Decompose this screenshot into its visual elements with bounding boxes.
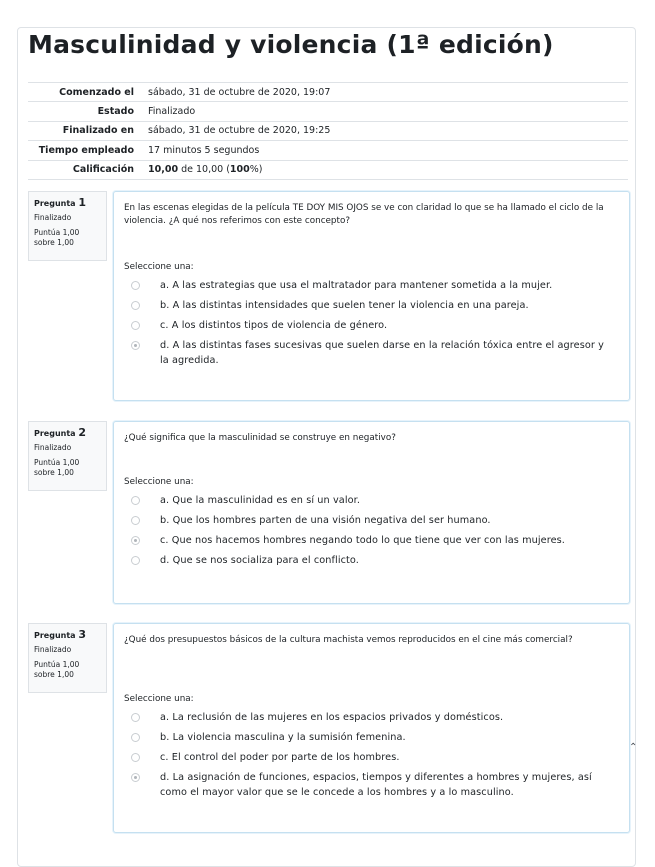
question-text: ¿Qué significa que la masculinidad se construye en negativo? xyxy=(124,433,396,443)
grade-score: 10,00 xyxy=(148,164,179,176)
option-text: b. La violencia masculina y la sumisión femenina. xyxy=(160,732,406,744)
attempt-summary-table xyxy=(28,82,628,180)
question-text: En las escenas elegidas de la película TE DOY MIS OJOS se ve con claridad lo que se ha llamado el ciclo de la violencia. ¿A qué nos referimos con este concepto? xyxy=(124,203,604,227)
summary-row-started xyxy=(28,83,628,102)
question-content-2 xyxy=(113,421,630,604)
grade-value xyxy=(144,160,628,179)
answer-option[interactable] xyxy=(124,730,614,745)
question-state: Finalizado xyxy=(34,644,72,654)
answer-option[interactable] xyxy=(124,710,614,725)
option-text: a. A las estrategias que usa el maltratador para mantener sometida a la mujer. xyxy=(160,280,553,291)
answer-option[interactable] xyxy=(124,770,614,800)
answer-option[interactable] xyxy=(124,278,614,293)
answer-prompt: Seleccione una: xyxy=(124,262,194,272)
question-number: 1 xyxy=(78,196,87,209)
answer-option[interactable] xyxy=(124,338,614,368)
answer-options xyxy=(124,278,614,373)
radio-button-selected[interactable] xyxy=(131,536,140,545)
question-info-3 xyxy=(28,623,107,693)
question-state: Finalizado xyxy=(34,212,72,222)
radio-button[interactable] xyxy=(131,496,140,505)
answer-option[interactable] xyxy=(124,513,614,528)
option-text: c. Que nos hacemos hombres negando todo lo que tiene que ver con las mujeres. xyxy=(160,535,565,547)
answer-prompt: Seleccione una: xyxy=(124,694,194,704)
option-text: d. Que se nos socializa para el conflicto. xyxy=(160,555,359,567)
option-text: c. El control del poder por parte de los hombres. xyxy=(160,752,400,764)
radio-button[interactable] xyxy=(131,713,140,722)
grade-percent: 100 xyxy=(229,164,250,176)
option-text: c. A los distintos tipos de violencia de género. xyxy=(160,320,388,332)
question-score: Puntúa 1,00 xyxy=(34,227,80,237)
question-max: sobre 1,00 xyxy=(34,238,74,248)
question-content-3 xyxy=(113,623,630,833)
question-score: Puntúa 1,00 xyxy=(34,659,80,669)
answer-option[interactable] xyxy=(124,553,614,568)
quiz-review-page xyxy=(17,27,636,867)
summary-value: Finalizado xyxy=(144,102,628,121)
option-text: a. Que la masculinidad es en sí un valor. xyxy=(160,495,361,506)
question-score: Puntúa 1,00 xyxy=(34,457,80,467)
answer-options xyxy=(124,493,614,573)
summary-value: 17 minutos 5 segundos xyxy=(144,141,628,160)
summary-label: Finalizado en xyxy=(28,121,144,140)
summary-row-grade xyxy=(28,160,628,179)
answer-option[interactable] xyxy=(124,750,614,765)
question-label: Pregunta xyxy=(34,631,76,640)
question-info-1 xyxy=(28,191,107,261)
answer-option[interactable] xyxy=(124,318,614,333)
question-max: sobre 1,00 xyxy=(34,670,74,680)
summary-label: Estado xyxy=(28,102,144,121)
radio-button[interactable] xyxy=(131,321,140,330)
summary-value: sábado, 31 de octubre de 2020, 19:07 xyxy=(144,83,628,102)
answer-options xyxy=(124,710,614,805)
question-content-1 xyxy=(113,191,630,401)
radio-button[interactable] xyxy=(131,281,140,290)
page-title: Masculinidad y violencia (1ª edición) xyxy=(28,30,554,59)
summary-row-state xyxy=(28,102,628,121)
question-state: Finalizado xyxy=(34,442,72,452)
question-number: 2 xyxy=(78,426,87,439)
summary-label: Tiempo empleado xyxy=(28,141,144,160)
question-label: Pregunta xyxy=(34,199,76,208)
summary-row-time-taken xyxy=(28,141,628,160)
grade-percent-suffix: %) xyxy=(249,164,263,176)
question-text: ¿Qué dos presupuestos básicos de la cultura machista vemos reproducidos en el cine más comercial? xyxy=(124,635,573,645)
answer-option[interactable] xyxy=(124,493,614,508)
radio-button[interactable] xyxy=(131,753,140,762)
option-text: b. A las distintas intensidades que suelen tener la violencia en una pareja. xyxy=(160,300,529,312)
summary-label: Calificación xyxy=(28,160,144,179)
radio-button[interactable] xyxy=(131,301,140,310)
option-text: d. A las distintas fases sucesivas que suelen darse en la relación tóxica entre el agresor y la agredida. xyxy=(160,340,604,367)
option-text: d. La asignación de funciones, espacios, tiempos y diferentes a hombres y mujeres, así como el mayor valor que se le concede a los hombres y a lo masculino. xyxy=(160,772,592,799)
radio-button[interactable] xyxy=(131,733,140,742)
question-number: 3 xyxy=(78,628,87,641)
radio-button-selected[interactable] xyxy=(131,773,140,782)
option-text: b. Que los hombres parten de una visión negativa del ser humano. xyxy=(160,515,491,527)
radio-button-selected[interactable] xyxy=(131,341,140,350)
answer-option[interactable] xyxy=(124,298,614,313)
answer-prompt: Seleccione una: xyxy=(124,477,194,487)
question-info-2 xyxy=(28,421,107,491)
radio-button[interactable] xyxy=(131,556,140,565)
summary-row-finished xyxy=(28,121,628,140)
question-label: Pregunta xyxy=(34,429,76,438)
grade-of: de 10,00 ( xyxy=(181,164,230,176)
question-max: sobre 1,00 xyxy=(34,468,74,478)
radio-button[interactable] xyxy=(131,516,140,525)
option-text: a. La reclusión de las mujeres en los espacios privados y domésticos. xyxy=(160,712,504,723)
chevron-up-icon[interactable]: ⌃ xyxy=(629,742,638,753)
summary-label: Comenzado el xyxy=(28,83,144,102)
answer-option[interactable] xyxy=(124,533,614,548)
summary-value: sábado, 31 de octubre de 2020, 19:25 xyxy=(144,121,628,140)
